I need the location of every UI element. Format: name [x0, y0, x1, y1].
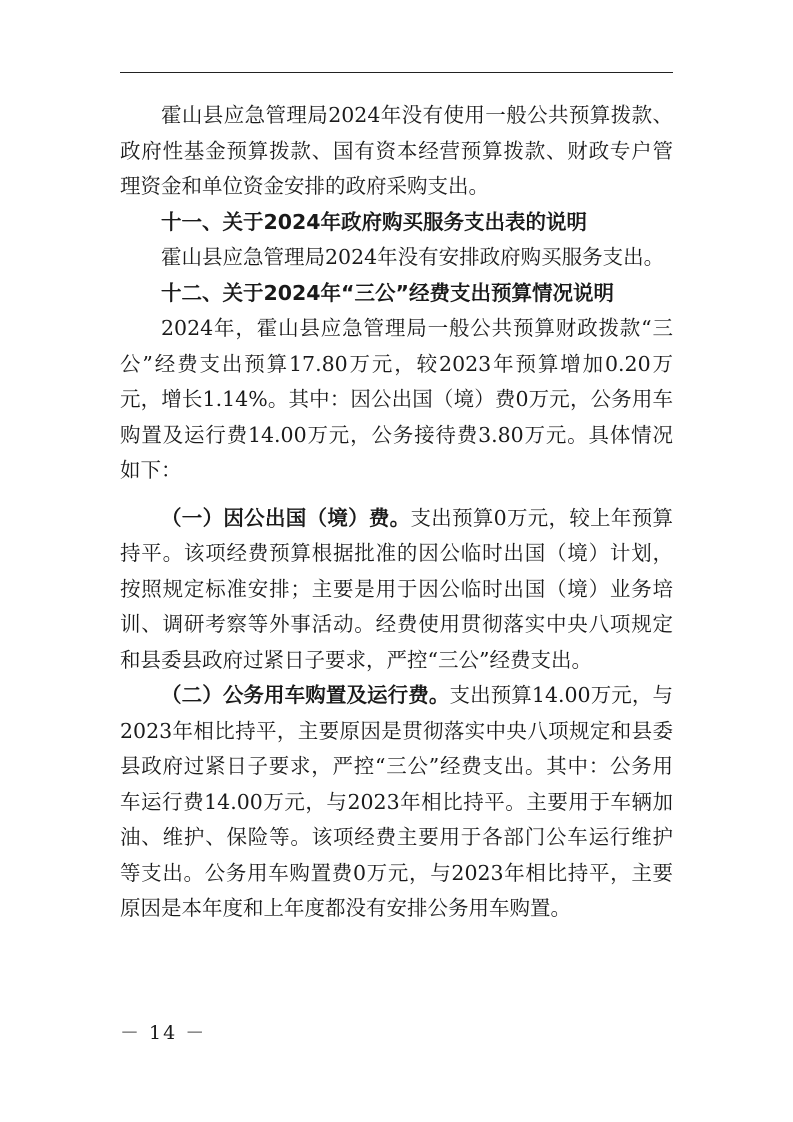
- page-number: － 14 －: [120, 1022, 207, 1044]
- official-vehicles-text: 支出预算14.00万元，与2023年相比持平，主要原因是贯彻落实中央八项规定和县委县政府过紧日子要求，严控“三公”经费支出。其中：公务用车运行费14.00万元，与2023年相比持平。主要用于车辆加油、维护、保险等。该项经费主要用于各部门公车运行维护等支出。公务用车购置费0万元，与2023年相比持平，主要原因是本年度和上年度都没有安排公务用车购置。: [120, 683, 674, 920]
- subheading-official-vehicles: （二）公务用车购置及运行费。: [161, 683, 450, 707]
- paragraph-purchase-services: 霍山县应急管理局2024年没有安排政府购买服务支出。: [161, 245, 665, 269]
- document-body: [120, 98, 673, 927]
- section-heading-11: 十一、关于2024年政府购买服务支出表的说明: [161, 209, 588, 234]
- header-rule: [120, 72, 673, 73]
- subheading-overseas-travel: （一）因公出国（境）费。: [161, 505, 411, 530]
- paragraph-procurement: 霍山县应急管理局2024年没有使用一般公共预算拨款、政府性基金预算拨款、国有资本经营预算拨款、财政专户管理资金和单位资金安排的政府采购支出。: [120, 103, 673, 198]
- overseas-travel-text: 支出预算0万元，较上年预算持平。该项经费预算根据批准的因公临时出国（境）计划，按照规定标准安排；主要是用于因公临时出国（境）业务培训、调研考察等外事活动。经费使用贯彻落实中央八项规定和县委县政府过紧日子要求，严控“三公”经费支出。: [120, 505, 674, 672]
- section-heading-12: 十二、关于2024年“三公”经费支出预算情况说明: [161, 280, 615, 305]
- paragraph-three-public-summary: 2024年，霍山县应急管理局一般公共预算财政拨款“三公”经费支出预算17.80万元，较2023年预算增加0.20万元，增长1.14%。其中：因公出国（境）费0万元，公务用车购置及运行费14.00万元，公务接待费3.80万元。具体情况如下：: [120, 316, 673, 482]
- paragraph-overseas-travel: [120, 501, 673, 679]
- paragraph-official-vehicles: [120, 678, 673, 927]
